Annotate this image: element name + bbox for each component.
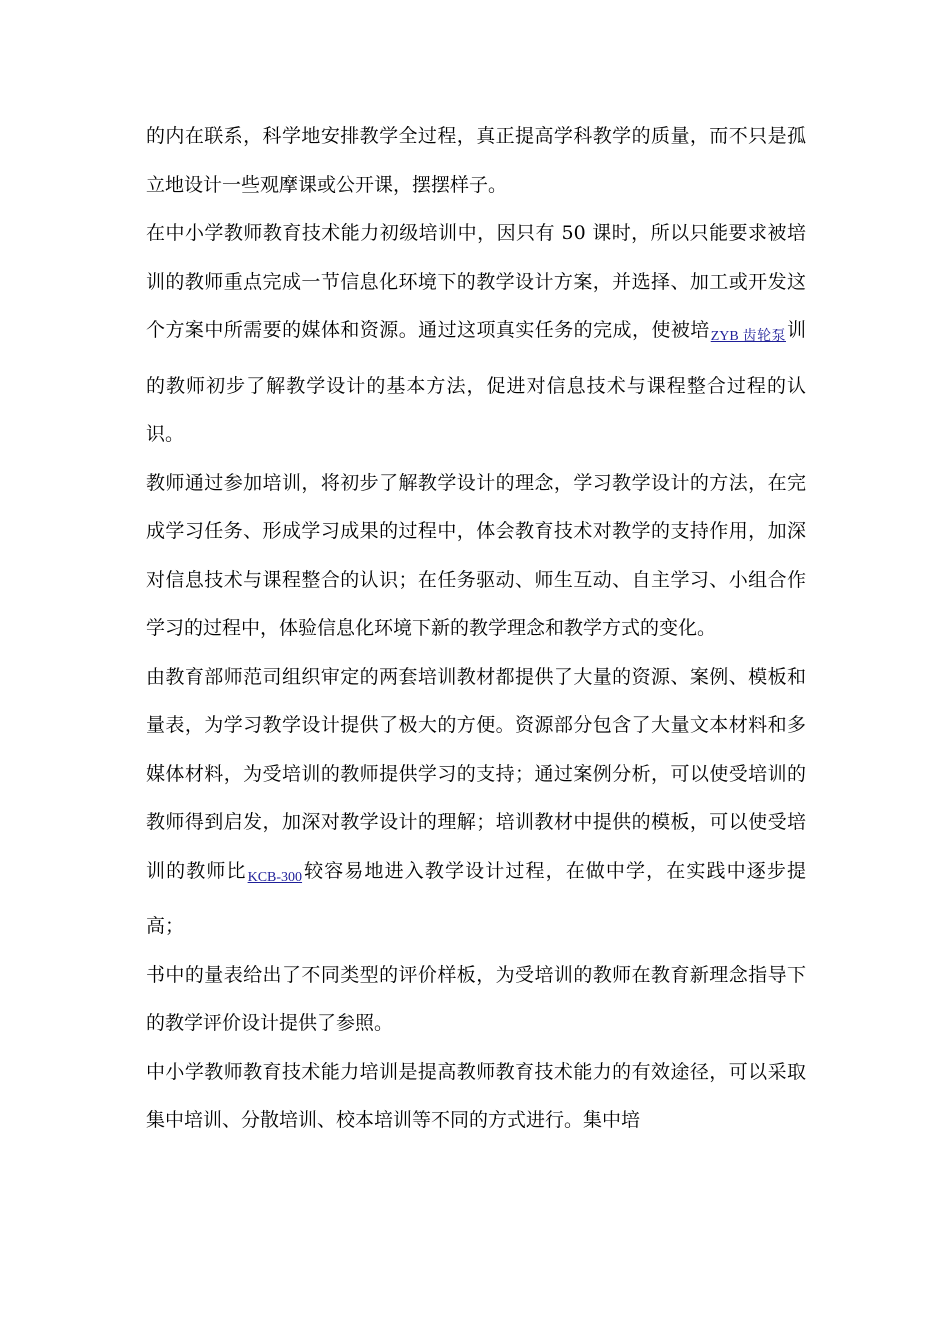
paragraph-5 (146, 951, 806, 1048)
paragraph-2-text: 在中小学教师教育技术能力初级培训中，因只有 50 课时，所以只能要求被培训的教师重点完成一节信息化环境下的教学设计方案，并选择、加工或开发这个方案中所需要的媒体和资源。通过这项真实任务的完成，使被培 (146, 222, 806, 341)
paragraph-5-text: 书中的量表给出了不同类型的评价样板，为受培训的教师在教育新理念指导下的教学评价设计提供了参照。 (146, 963, 806, 1034)
paragraph-1-text: 的内在联系，科学地安排教学全过程，真正提高学科教学的质量，而不只是孤立地设计一些观摩课或公开课，摆摆样子。 (146, 125, 806, 196)
kcb-300-link[interactable]: KCB-300 (247, 869, 303, 885)
paragraph-3-text: 教师通过参加培训，将初步了解教学设计的理念，学习教学设计的方法，在完成学习任务、形成学习成果的过程中，体会教育技术对教学的支持作用，加深对信息技术与课程整合的认识；在任务驱动、师生互动、自主学习、小组合作学习的过程中，体验信息化环境下新的教学理念和教学方式的变化。 (146, 471, 806, 639)
paragraph-3 (146, 459, 806, 653)
paragraph-6-text: 中小学教师教育技术能力培训是提高教师教育技术能力的有效途径，可以采取集中培训、分散培训、校本培训等不同的方式进行。集中培 (146, 1060, 806, 1131)
paragraph-2-text-after-link: 训的教师初步了解教学设计的基本方法，促进对信息技术与课程整合过程的认识。 (146, 319, 806, 445)
paragraph-6 (146, 1048, 806, 1145)
document-body (146, 112, 806, 1145)
zyb-gear-pump-link[interactable]: ZYB 齿轮泵 (710, 329, 786, 344)
paragraph-4-text: 由教育部师范司组织审定的两套培训教材都提供了大量的资源、案例、模板和量表，为学习教学设计提供了极大的方便。资源部分包含了大量文本材料和多媒体材料，为受培训的教师提供学习的支持；通过案例分析，可以使受培训的教师得到启发，加深对教学设计的理解；培训教材中提供的模板，可以使受培训的教师比 (146, 665, 806, 882)
paragraph-4-text-after-link: 较容易地进入教学设计过程，在做中学，在实践中逐步提高； (146, 859, 806, 937)
paragraph-1 (146, 112, 806, 209)
paragraph-2 (146, 209, 806, 459)
paragraph-4 (146, 653, 806, 951)
